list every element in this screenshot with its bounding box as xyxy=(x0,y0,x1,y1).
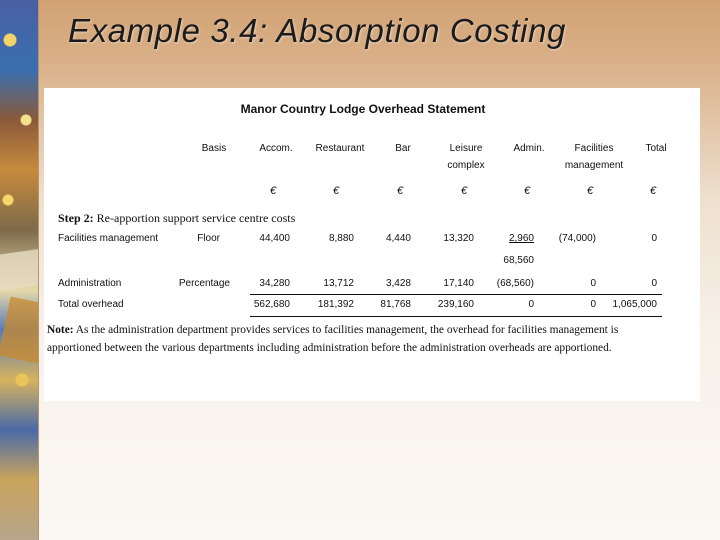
cell-total-accom: 562,680 xyxy=(253,299,290,310)
header-leisure-line1: Leisure xyxy=(449,143,483,154)
cell-administration-leisure: 17,140 xyxy=(443,278,474,289)
cell-facilities-accom: 44,400 xyxy=(259,233,290,244)
statement-note xyxy=(47,322,700,357)
decorative-stamp xyxy=(0,249,39,292)
header-bar: Bar xyxy=(395,143,411,154)
cell-administration-basis: Percentage xyxy=(178,278,230,289)
currency-accom: € xyxy=(270,185,277,197)
cell-administration-bar: 3,428 xyxy=(385,278,411,289)
cell-administration-facilities: 0 xyxy=(590,278,596,289)
cell-administration-total: 0 xyxy=(651,278,657,289)
row-label-administration: Administration xyxy=(58,278,122,289)
currency-total: € xyxy=(650,185,657,197)
currency-leisure: € xyxy=(461,185,468,197)
note-line-2: apportioned between the various departments including administration before the administration overheads are apportioned. xyxy=(47,341,612,354)
cell-facilities-basis: Floor xyxy=(197,233,220,244)
currency-admin: € xyxy=(524,185,531,197)
note-label: Note: xyxy=(47,324,74,336)
cell-administration-admin: (68,560) xyxy=(496,278,534,289)
header-facilities-line1: Facilities xyxy=(574,143,614,154)
note-text-1: As the administration department provides services to facilities management, the overhead for facilities management is xyxy=(73,324,619,336)
cell-administration-restaurant: 13,712 xyxy=(323,278,354,289)
cell-facilities-total: 0 xyxy=(651,233,657,244)
cell-total-leisure: 239,160 xyxy=(437,299,474,310)
header-admin: Admin. xyxy=(513,143,545,154)
cell-facilities-leisure: 13,320 xyxy=(443,233,474,244)
step-heading xyxy=(58,211,295,226)
header-basis: Basis xyxy=(201,143,227,154)
total-rule-top xyxy=(250,294,662,295)
header-accom: Accom. xyxy=(259,143,293,154)
cell-facilities-facilities: (74,000) xyxy=(558,233,596,244)
header-restaurant: Restaurant xyxy=(315,143,365,154)
currency-bar: € xyxy=(397,185,404,197)
step-label: Step 2: xyxy=(58,211,94,225)
overhead-statement-figure xyxy=(44,88,700,401)
header-facilities-line2: management xyxy=(564,160,624,171)
statement-title: Manor Country Lodge Overhead Statement xyxy=(240,102,486,116)
currency-facilities: € xyxy=(587,185,594,197)
cell-total-restaurant: 181,392 xyxy=(317,299,354,310)
note-line-1 xyxy=(47,322,700,340)
cell-facilities-restaurant: 8,880 xyxy=(328,233,354,244)
row-label-facilities: Facilities management xyxy=(58,233,159,244)
cell-total-facilities: 0 xyxy=(590,299,596,310)
cell-total-bar: 81,768 xyxy=(380,299,411,310)
cell-total-total: 1,065,000 xyxy=(612,299,657,310)
total-rule-bottom xyxy=(250,316,662,317)
cell-facilities-admin: 2,960 xyxy=(508,233,534,244)
step-text: Re-apportion support service centre costs xyxy=(93,211,296,225)
currency-restaurant: € xyxy=(333,185,340,197)
decorative-banknote xyxy=(0,296,39,363)
header-total: Total xyxy=(645,143,667,154)
cell-total-admin: 0 xyxy=(528,299,534,310)
cell-administration-accom: 34,280 xyxy=(259,278,290,289)
cell-admin-subtotal: 68,560 xyxy=(503,255,534,266)
decorative-image-strip xyxy=(0,0,39,540)
cell-facilities-bar: 4,440 xyxy=(385,233,411,244)
header-leisure-line2: complex xyxy=(447,160,485,171)
slide-title: Example 3.4: Absorption Costing xyxy=(68,12,566,49)
row-label-total-overhead: Total overhead xyxy=(58,299,124,310)
